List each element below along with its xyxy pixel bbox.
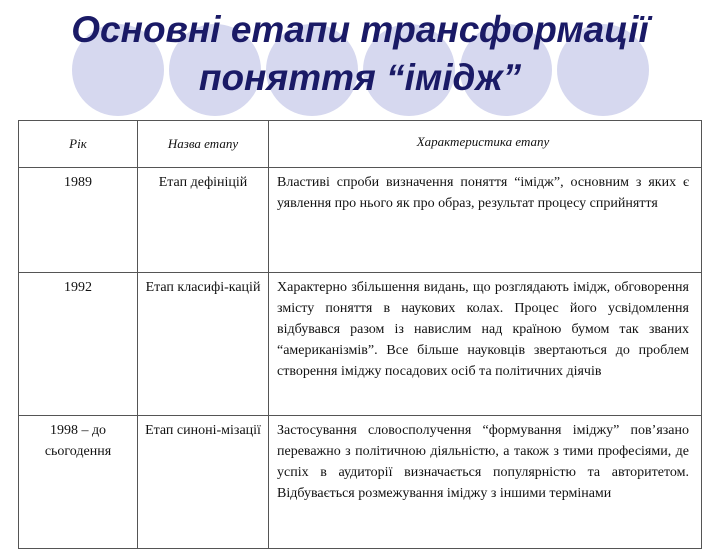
- header-description: Характеристика етапу: [269, 121, 702, 168]
- cell-description: Властиві спроби визначення поняття “імідж”, основним з яких є уявлення про нього як про образ, результат процесу сприйняття: [269, 168, 702, 273]
- header-year: Рік: [19, 121, 138, 168]
- table-header-row: [19, 121, 702, 168]
- title-line-1: Основні етапи трансформації: [71, 9, 649, 50]
- slide-title: [0, 6, 720, 102]
- cell-stage: Етап класифі-кацій: [138, 273, 269, 416]
- cell-year: 1992: [19, 273, 138, 416]
- title-line-2: поняття “імідж”: [198, 57, 522, 98]
- cell-year: 1989: [19, 168, 138, 273]
- cell-stage: Етап дефініцій: [138, 168, 269, 273]
- table-row: [19, 168, 702, 273]
- table-row: [19, 273, 702, 416]
- cell-description: Характерно збільшення видань, що розглядають імідж, обговорення змісту поняття в наукових колах. Процес його усвідомлення відбувався разом із навислим над країною бумом так званих “американізмів”. Все більше науковців звертаються до проблем створення іміджу посадових осіб та політичних діячів: [269, 273, 702, 416]
- header-stage: Назва етапу: [138, 121, 269, 168]
- cell-year: 1998 – до сьогодення: [19, 416, 138, 549]
- cell-stage: Етап синоні-мізації: [138, 416, 269, 549]
- cell-description: Застосування словосполучення “формування іміджу” пов’язано переважно з політичною діяльністю, а також з тими професіями, де успіх в аудиторії визначається популярністю та авторитетом. Відбувається розмежування іміджу з іншими термінами: [269, 416, 702, 549]
- table-row: [19, 416, 702, 549]
- stages-table: [18, 120, 702, 549]
